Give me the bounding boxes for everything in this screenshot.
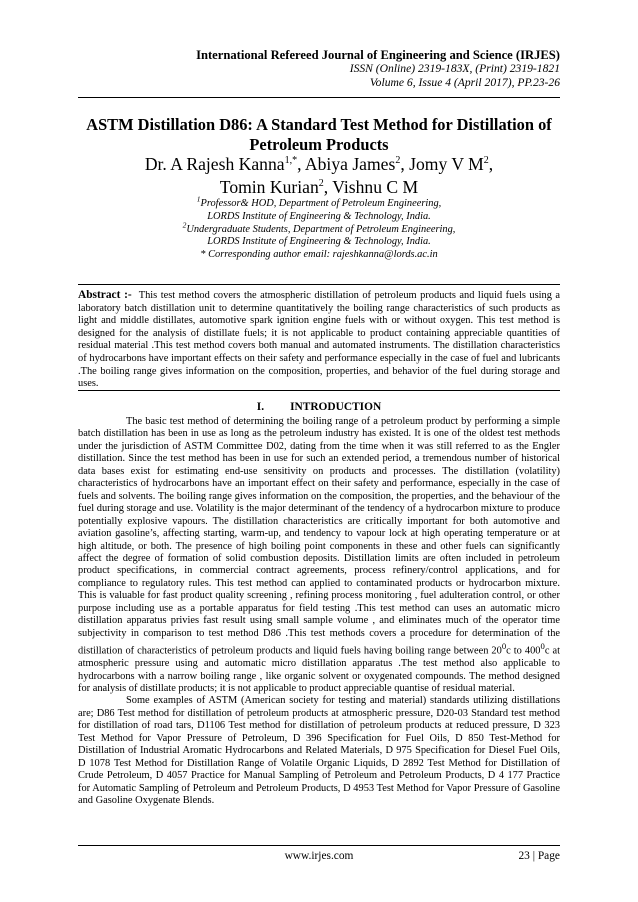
journal-volume: Volume 6, Issue 4 (April 2017), PP.23-26 [369, 76, 560, 89]
footer-rule [78, 845, 560, 846]
author-affiliation-mark: 1,* [284, 155, 298, 167]
author-name: Tomin Kurian [219, 177, 319, 197]
footer-page-number: 23 | Page [518, 850, 560, 862]
paragraph-text: c at atmospheric pressure using and automatic micro distillation apparatus .The test method also applicable to hydrocarbons with a narrow boiling range , like organic solvent or oxygenated compounds. The method designed for analysis of distillate products; it is not applicable to product appreciable quantise of residual material. [78, 645, 560, 694]
affiliation-line [78, 220, 560, 237]
affiliation-line [78, 194, 560, 211]
author-affiliation-mark: 2 [318, 178, 324, 190]
affiliation-mark: 2 [182, 220, 187, 230]
paragraph: Some examples of ASTM (American society for testing and material) standards utilizing distillations are; D86 Test method for distillation of petroleum products at atmospheric pressure, D20-03 Standard test method for distillation of road tars, D1106 Test method for distillation of petroleum products at reduced pressure, D 323 Test Method for Vapor Pressure of Petroleum, D 396 Specification for Fuel Oils, D 850 Test-Method for Distillation of Industrial Aromatic Hydrocarbons and Related Materials, D 975 Specification for Diesel Fuel Oils, D 1078 Test Method for Distillation Range of Volatile Organic Liquids, D 2892 Test Method for Distillation of Crude Petroleum, D 4057 Practice for Manual Sampling of Petroleum and Petroleum Products, D 4 177 Practice for Automatic Sampling of Petroleum and Petroleum Products, D 4953 Test Method for Vapor Pressure of Gasoline and Gasoline Oxygenate Blends. [78, 695, 560, 807]
body-text [78, 416, 560, 808]
author-name: Vishnu C M [332, 177, 419, 197]
journal-issn: ISSN (Online) 2319-183X, (Print) 2319-1821 [349, 62, 560, 75]
abstract-text: This test method covers the atmospheric distillation of petroleum products and liquid fuels using a laboratory batch distillation unit to determine quantitatively the boiling range characteristics of such products as light and middle distillates, automotive spark ignition engine fuels with or without oxygen. This test method is designed for the analysis of distillate fuels; it is not applicable to product containing appreciable quantities of residual material .This test method covers both manual and automated instruments. The distillation characteristics of hydrocarbons have important effects on their safety and performance especially in the case of fuel and lubricants .The boiling range gives information on the composition, properties, and behavior of the fuel during storage and uses. [78, 290, 561, 390]
footer-website: www.irjes.com [284, 850, 354, 862]
author-name: Jomy V M [409, 154, 484, 174]
affiliation-mark: 1 [196, 194, 201, 204]
affiliation-line: LORDS Institute of Engineering & Technology, India. [207, 236, 431, 248]
corresponding-author: * Corresponding author email: rajeshkanna@lords.ac.in [200, 249, 438, 261]
degree-superscript: 0 [501, 641, 507, 652]
section-heading [78, 401, 560, 413]
abstract [78, 289, 560, 391]
degree-superscript: 0 [540, 641, 545, 652]
affiliation-text: Undergraduate Students, Department of Petroleum Engineering, [186, 223, 456, 235]
paper-title: ASTM Distillation D86: A Standard Test Method for Distillation of Petroleum Products [86, 115, 552, 154]
paragraph-text: c to 400 [506, 645, 541, 657]
author-name: Dr. A Rajesh Kanna [144, 154, 285, 174]
author-affiliation-mark: 2 [483, 155, 489, 167]
author-affiliation-mark: 2 [395, 155, 401, 167]
abstract-bottom-rule [78, 390, 560, 391]
header-rule [78, 97, 560, 98]
abstract-top-rule [78, 284, 560, 285]
journal-name: International Refereed Journal of Engineering and Science (IRJES) [196, 48, 560, 62]
affiliation-line: LORDS Institute of Engineering & Technology, India. [207, 210, 431, 222]
affiliations [78, 194, 560, 262]
author-list: Dr. A Rajesh Kanna$^{1,*}$, Abiya James$^2$, Jomy V $M^2$, Tomin Kurian$^2$, Vishnu C M [144, 154, 494, 197]
section-number: I. [256, 401, 265, 413]
paragraph [78, 416, 560, 695]
journal-header [196, 48, 560, 90]
affiliation-text: Professor& HOD, Department of Petroleum Engineering, [200, 198, 442, 209]
paragraph-text: The basic test method of determining the boiling range of a petroleum product by performing a simple batch distillation has been in use as long as the petroleum industry has existed. It is one of the oldest test methods under the jurisdiction of ASTM Committee D02, dating from the time when it was still referred to as the Engler distillation. Since the test method has been in use for such an extended period, a tremendous number of historical data bases exist for estimating end-use sensitivity on products and processes. The distillation (volatility) characteristics of hydrocarbons have an important effect on their safety and performance, especially in the case of fuels and solvents. The boiling range gives information on the composition, the properties, and the behaviour of the fuel during storage and use. Volatility is the major determinant of the tendency of a hydrocarbon mixture to produce potentially explosive vapours. The distillation characteristics are critically important for both automotive and aviation gasoline’s, affecting starting, warm-up, and tendency to vapour lock at high operating temperature or at high altitude, or both. The presence of high boiling point components in these and other fuels can significantly affect the degree of formation of solid combustion deposits. Distillation limits are often included in petroleum product specifications, in commercial contract agreements, process refinery/control applications, and for compliance to regulatory rules. This test method can applied to contaminated products or hydrocarbon mixture. This is valuable for fast product quality screening , refining process monitoring , fuel adulteration control, or other purpose including use as a portable apparatus for field testing .This test method can uses an automatic micro distillation apparatus privies fast result using small sample volume , and eliminates much of the operator time subjectivity in comparison to test method D86 .This test methods covers a procedure for determination of the distillation of characteristics of petroleum products and liquid fuels having boiling range between 20 [78, 416, 560, 657]
author-name: Abiya James [304, 154, 396, 174]
abstract-label: Abstract :- [78, 289, 132, 301]
section-title: INTRODUCTION [290, 401, 382, 413]
